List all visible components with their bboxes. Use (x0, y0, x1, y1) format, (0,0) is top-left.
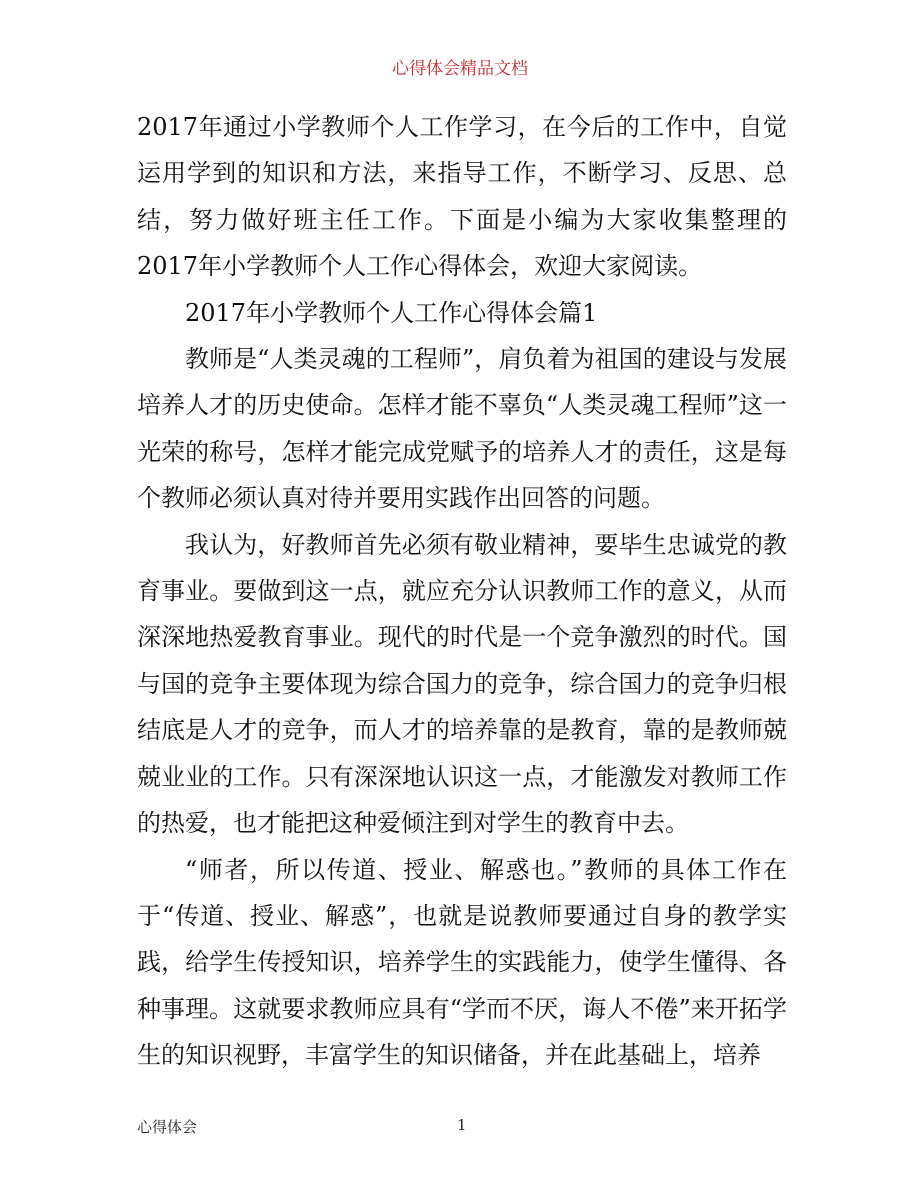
page-footer (137, 1116, 787, 1140)
footer-label: 心得体会 (137, 1118, 198, 1136)
body-paragraph: 教师是“人类灵魂的工程师”，肩负着为祖国的建设与发展培养人才的历史使命。怎样才能不辜负“人类灵魂工程师”这一光荣的称号，怎样才能完成党赋予的培养人才的责任，这是每个教师必须认真对待并要用实践作出回答的问题。 (137, 345, 787, 513)
section-heading: 2017年小学教师个人工作心得体会篇1 (185, 298, 598, 327)
page-number: 1 (457, 1116, 467, 1134)
document-body (137, 104, 787, 1079)
body-paragraph: “师者，所以传道、授业、解惑也。”教师的具体工作在于“传道、授业、解惑”，也就是说教师要通过自身的教学实践，给学生传授知识，培养学生的实践能力，使学生懂得、各种事理。这就要求教师应具有“学而不厌，诲人不倦”来开拓学生的知识视野，丰富学生的知识储备，并在此基础上，培养 (137, 855, 787, 1070)
page-header: 心得体会精品文档 (392, 59, 528, 79)
intro-paragraph: 2017年通过小学教师个人工作学习，在今后的工作中，自觉运用学到的知识和方法，来指导工作，不断学习、反思、总结，努力做好班主任工作。下面是小编为大家收集整理的2017年小学教师个人工作心得体会，欢迎大家阅读。 (137, 113, 787, 281)
body-paragraph: 我认为，好教师首先必须有敬业精神，要毕生忠诚党的教育事业。要做到这一点，就应充分认识教师工作的意义，从而深深地热爱教育事业。现代的时代是一个竞争激烈的时代。国与国的竞争主要体现为综合国力的竞争，综合国力的竞争归根结底是人才的竞争，而人才的培养靠的是教育，靠的是教师兢兢业业的工作。只有深深地认识这一点，才能激发对教师工作的热爱，也才能把这种爱倾注到对学生的教育中去。 (137, 530, 787, 838)
